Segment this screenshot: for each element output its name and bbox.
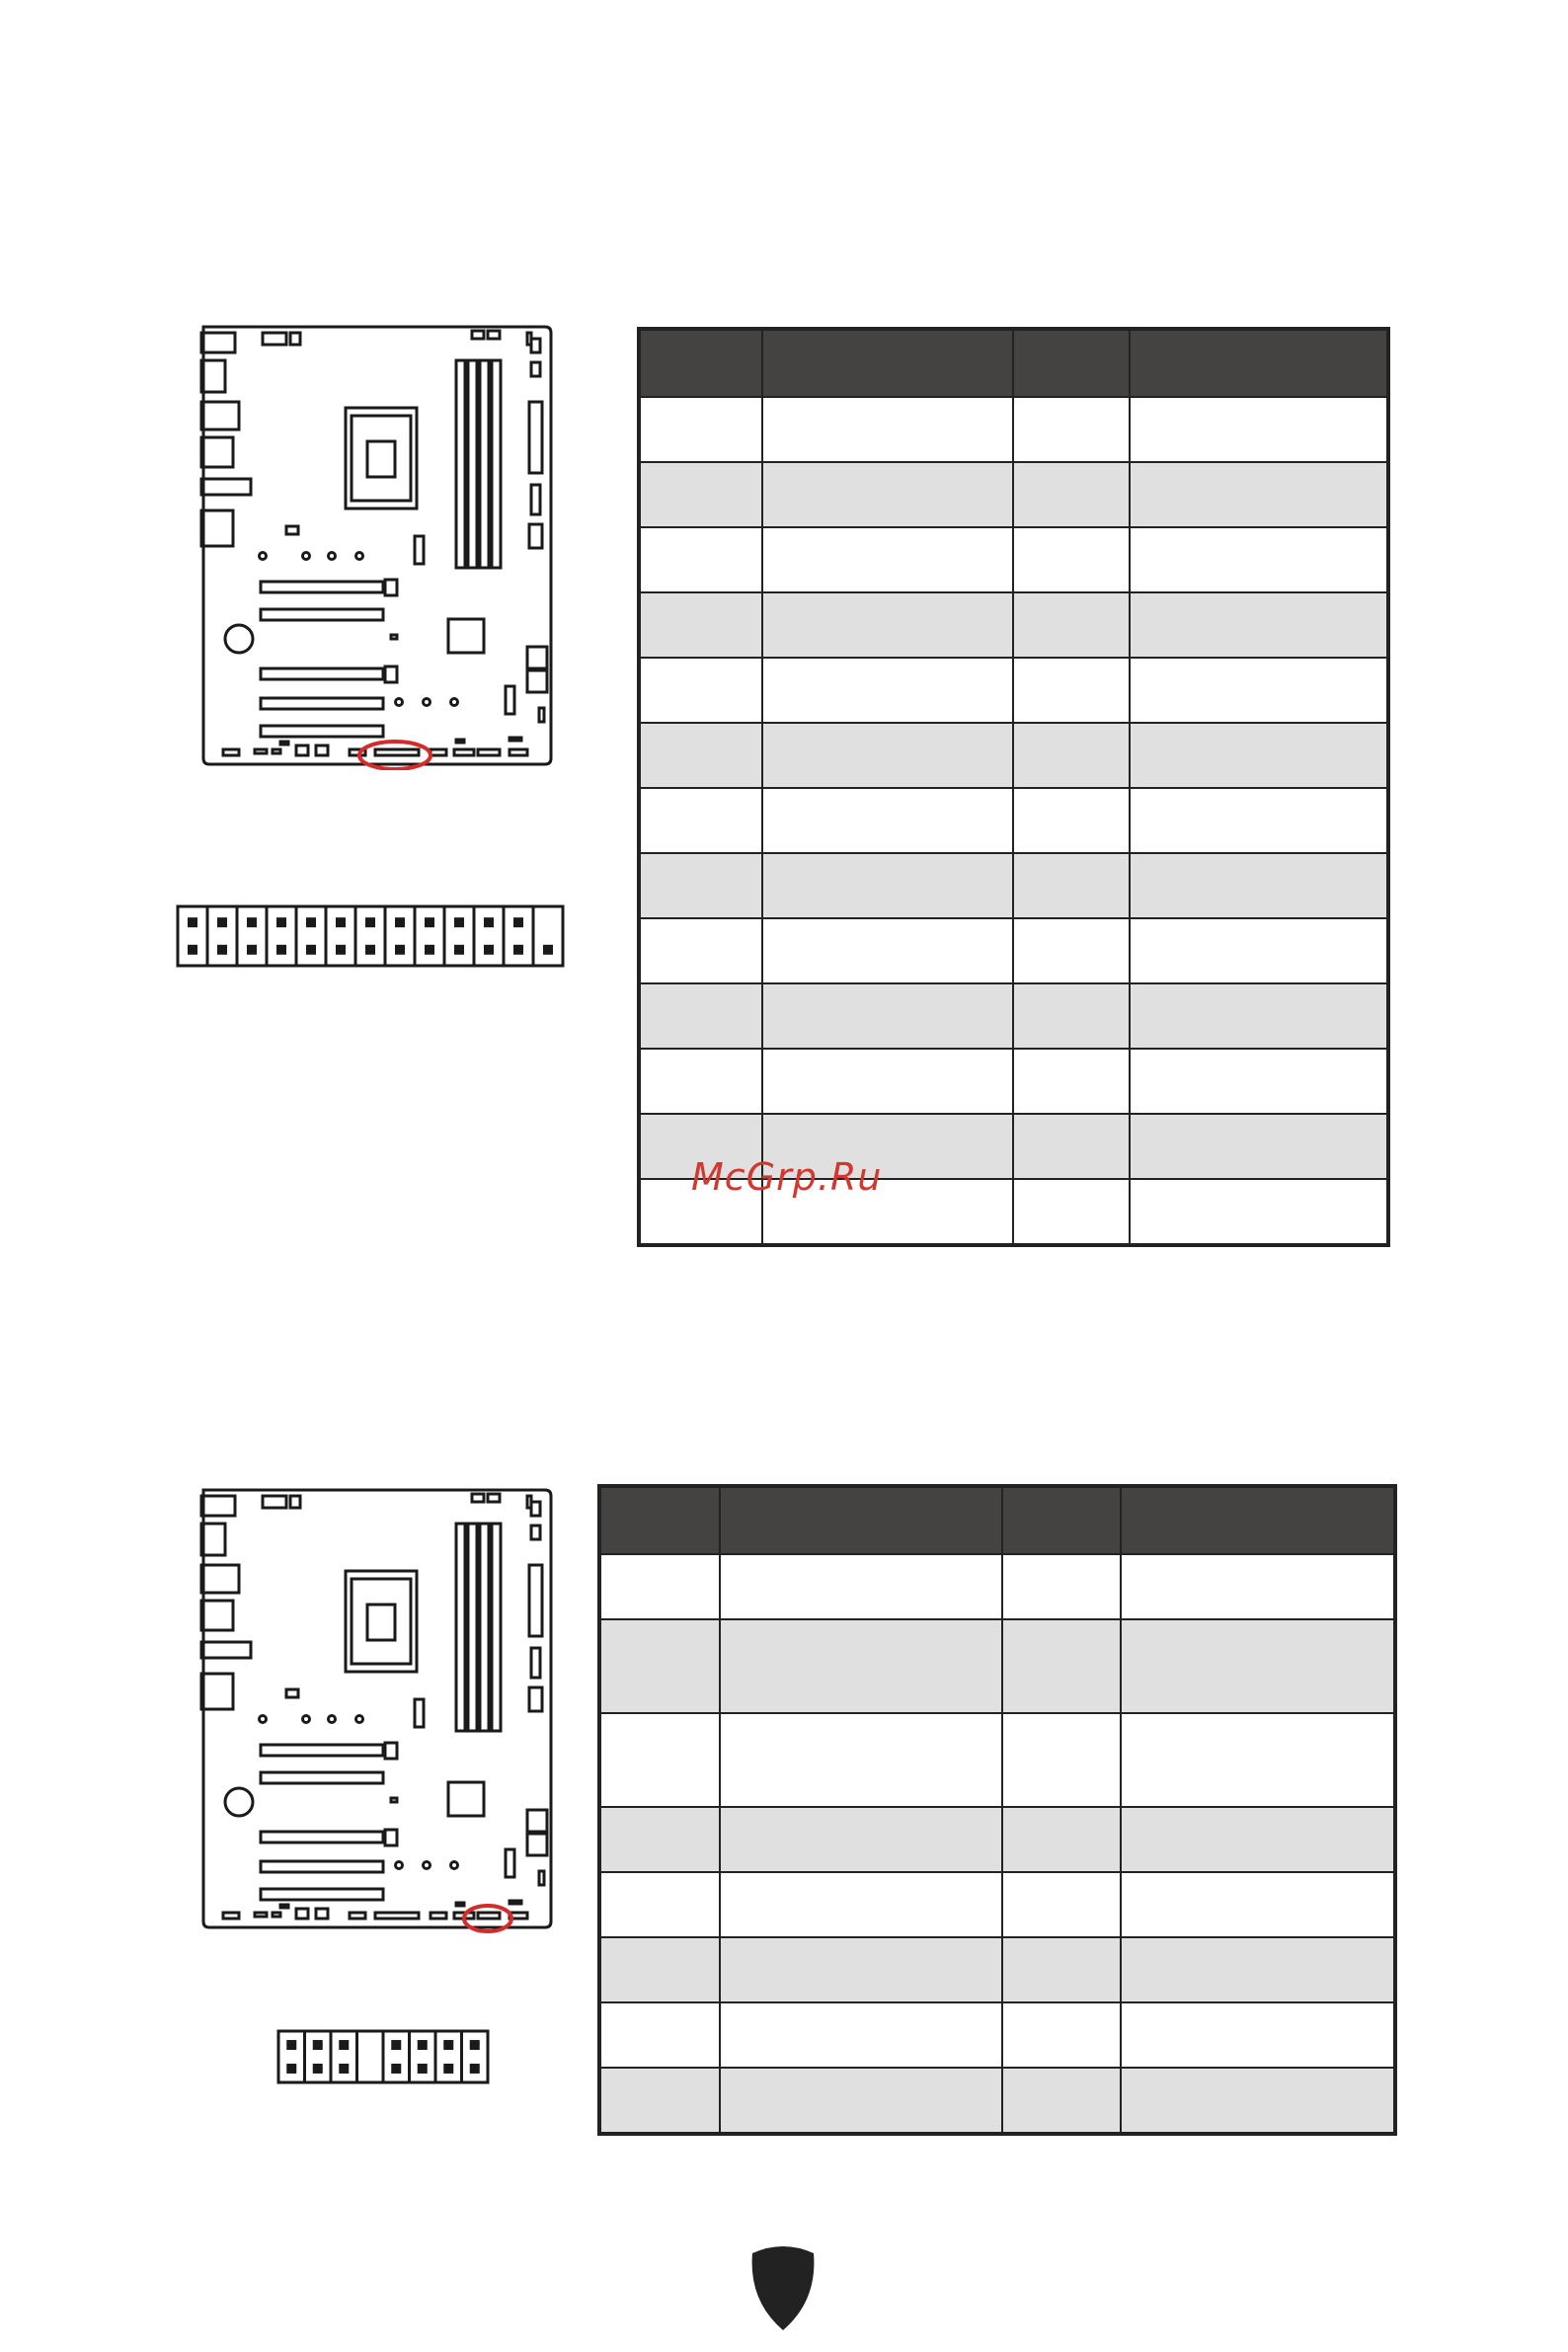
table-cell [1002, 1619, 1121, 1713]
pin [306, 945, 316, 955]
pin [425, 945, 434, 955]
pin [339, 2064, 349, 2074]
pin [513, 945, 523, 955]
header-pinout-1 [176, 904, 565, 970]
table-cell [762, 983, 1013, 1049]
table-cell [762, 853, 1013, 918]
table-row [639, 658, 1388, 723]
pin [286, 2040, 296, 2050]
table-cell [639, 462, 762, 527]
pin [391, 2040, 401, 2050]
table-cell [762, 1049, 1013, 1114]
pin [513, 917, 523, 927]
motherboard-outline-icon [197, 1484, 559, 1933]
table-cell [1002, 1713, 1121, 1807]
table-cell [720, 1619, 1002, 1713]
table-cell [1130, 462, 1388, 527]
table-row [639, 918, 1388, 983]
table-cell [1130, 723, 1388, 788]
pin [484, 945, 494, 955]
table-cell [1130, 853, 1388, 918]
table-cell [1013, 527, 1130, 592]
table-row [599, 1807, 1395, 1872]
table-cell [1121, 2002, 1395, 2068]
motherboard-diagram-1 [197, 321, 559, 770]
table-cell [1013, 1114, 1130, 1179]
table-cell [1121, 1619, 1395, 1713]
pin [313, 2064, 323, 2074]
pin [470, 2040, 480, 2050]
pin [395, 917, 405, 927]
table-row [639, 983, 1388, 1049]
table-cell [720, 1807, 1002, 1872]
table-cell [1130, 918, 1388, 983]
table-cell [599, 2068, 720, 2134]
table-cell [762, 723, 1013, 788]
table-row [599, 1554, 1395, 1619]
table-row [639, 592, 1388, 658]
table-row [639, 462, 1388, 527]
table-header-row [639, 329, 1388, 397]
pin [217, 917, 227, 927]
table-row [639, 788, 1388, 853]
pin-table-2 [597, 1484, 1397, 2136]
table-cell [1002, 1937, 1121, 2002]
pin-table-1 [637, 327, 1390, 1247]
pin [391, 2064, 401, 2074]
table-cell [639, 527, 762, 592]
table-cell [639, 592, 762, 658]
table-cell [720, 2068, 1002, 2134]
table-cell [720, 1713, 1002, 1807]
header-pinout-2 [276, 2029, 492, 2086]
table-cell [599, 1713, 720, 1807]
table-cell [762, 658, 1013, 723]
table-cell [1013, 853, 1130, 918]
pin [443, 2064, 453, 2074]
table-cell [1121, 1713, 1395, 1807]
table-row [639, 527, 1388, 592]
table-cell [599, 1872, 720, 1937]
motherboard-outline-icon [197, 321, 559, 770]
table-cell [1013, 1179, 1130, 1245]
pin [247, 945, 257, 955]
table-cell [1121, 2068, 1395, 2134]
pin [454, 917, 464, 927]
table-cell [1121, 1872, 1395, 1937]
table-cell [720, 1937, 1002, 2002]
pin [336, 917, 346, 927]
table-cell [1013, 723, 1130, 788]
table-row [639, 853, 1388, 918]
table-cell [1002, 1872, 1121, 1937]
table-cell [599, 1554, 720, 1619]
pin [286, 2064, 296, 2074]
pin [247, 917, 257, 927]
pin [188, 945, 197, 955]
table-cell [639, 658, 762, 723]
table-cell [1130, 788, 1388, 853]
pin [276, 917, 286, 927]
table-cell [599, 1937, 720, 2002]
table-row [599, 1619, 1395, 1713]
table-cell [639, 918, 762, 983]
table-cell [720, 2002, 1002, 2068]
pin [470, 2064, 480, 2074]
table-cell [762, 788, 1013, 853]
table-cell [762, 397, 1013, 462]
pin [443, 2040, 453, 2050]
table-cell [1130, 1114, 1388, 1179]
pin [365, 917, 375, 927]
table-cell [1002, 2068, 1121, 2134]
pin [188, 917, 197, 927]
table-cell [1130, 592, 1388, 658]
table-row [599, 1872, 1395, 1937]
table-cell [762, 527, 1013, 592]
pin [425, 917, 434, 927]
table-cell [1130, 1049, 1388, 1114]
table-header-row [599, 1486, 1395, 1554]
pin [276, 945, 286, 955]
table-cell [599, 1619, 720, 1713]
pin [454, 945, 464, 955]
table-row [639, 723, 1388, 788]
table-cell [762, 592, 1013, 658]
table-cell [1121, 1807, 1395, 1872]
table-row [599, 2002, 1395, 2068]
table-row [599, 1713, 1395, 1807]
table-cell [762, 918, 1013, 983]
table-cell [1002, 2002, 1121, 2068]
pin [418, 2040, 428, 2050]
table-cell [1013, 592, 1130, 658]
table-cell [720, 1554, 1002, 1619]
table-cell [639, 788, 762, 853]
table-cell [720, 1872, 1002, 1937]
table-row [599, 2068, 1395, 2134]
pin [336, 945, 346, 955]
pin [313, 2040, 323, 2050]
table-cell [1130, 658, 1388, 723]
table-cell [1121, 1554, 1395, 1619]
table-cell [639, 723, 762, 788]
pin [339, 2040, 349, 2050]
table-cell [1130, 983, 1388, 1049]
table-cell [1013, 918, 1130, 983]
table-cell [639, 853, 762, 918]
pin [306, 917, 316, 927]
table-cell [1013, 1049, 1130, 1114]
table-cell [639, 397, 762, 462]
table-cell [1002, 1807, 1121, 1872]
table-cell [599, 2002, 720, 2068]
watermark: McGrp.Ru [691, 1155, 883, 1199]
pin [418, 2064, 428, 2074]
table-cell [762, 462, 1013, 527]
table-row [599, 1937, 1395, 2002]
table-cell [1130, 397, 1388, 462]
table-cell [1121, 1937, 1395, 2002]
table-cell [639, 1049, 762, 1114]
pin [484, 917, 494, 927]
table-cell [639, 983, 762, 1049]
pin [217, 945, 227, 955]
table-cell [1002, 1554, 1121, 1619]
table-row [639, 397, 1388, 462]
shield-logo-icon [748, 2243, 818, 2337]
table-cell [1013, 983, 1130, 1049]
table-cell [1130, 527, 1388, 592]
table-cell [1013, 462, 1130, 527]
table-row [639, 1049, 1388, 1114]
table-cell [1013, 788, 1130, 853]
pin [395, 945, 405, 955]
table-cell [1130, 1179, 1388, 1245]
table-cell [1013, 397, 1130, 462]
pin [543, 945, 553, 955]
motherboard-diagram-2 [197, 1484, 559, 1933]
table-cell [599, 1807, 720, 1872]
pin [365, 945, 375, 955]
table-cell [1013, 658, 1130, 723]
